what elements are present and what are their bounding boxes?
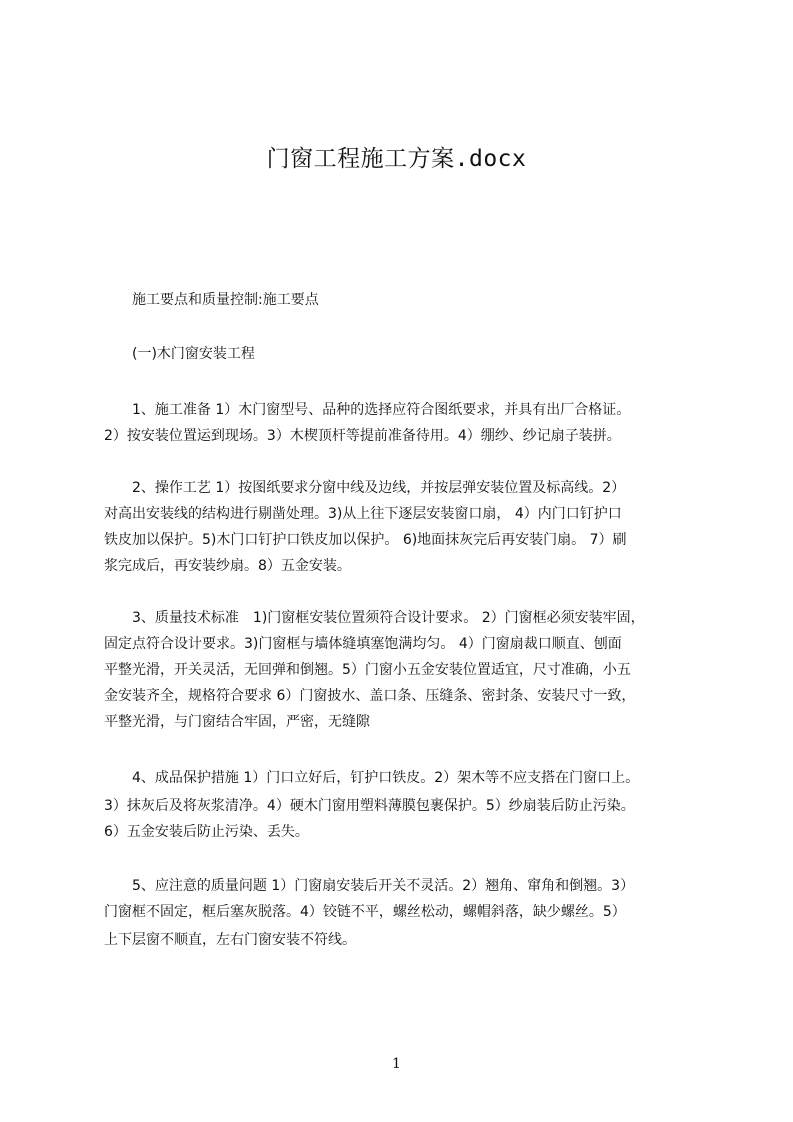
paragraph-line: 施工要点和质量控制:施工要点 (104, 292, 319, 308)
paragraph-line: (一)木门窗安装工程 (104, 346, 255, 362)
paragraph-line: 6）五金安装后防止污染、丢失。 (104, 824, 309, 840)
paragraph-line: 4、成品保护措施 1）门口立好后，钉护口铁皮。2）架木等不应支搭在门窗口上。 (104, 770, 640, 786)
paragraph-line: 固定点符合设计要求。3)门窗框与墙体缝填塞饱满均匀。 4）门窗扇裁口顺直、刨面 (104, 636, 622, 652)
paragraph-line: 3、质量技术标准 1)门窗框安装位置须符合设计要求。 2）门窗框必须安装牢固， (104, 610, 645, 626)
paragraph-line: 金安装齐全，规格符合要求 6）门窗披水、盖口条、压缝条、密封条、安装尺寸一致， (104, 688, 636, 704)
paragraph-line: 2）按安装位置运到现场。3）木楔顶杆等提前准备待用。4）绷纱、纱记扇子装拼。 (104, 428, 621, 444)
paragraph-line: 1、施工准备 1）木门窗型号、品种的选择应符合图纸要求，并具有出厂合格证。 (104, 402, 631, 418)
page-number: 1 (392, 1056, 401, 1072)
paragraph-line: 5、应注意的质量问题 1）门窗扇安装后开关不灵活。2）翘角、窜角和倒翘。3） (104, 878, 635, 894)
paragraph-line: 3）抹灰后及将灰浆清净。4）硬木门窗用塑料薄膜包裹保护。5）纱扇装后防止污染。 (104, 798, 635, 814)
paragraph-line: 浆完成后，再安装纱扇。8）五金安装。 (104, 558, 351, 574)
paragraph-line: 铁皮加以保护。5)木门口钉护口铁皮加以保护。 6)地面抹灰完后再安装门扇。 7）刷 (104, 532, 627, 548)
paragraph-line: 2、操作工艺 1）按图纸要求分窗中线及边线，并按层弹安装位置及标高线。2） (104, 480, 626, 496)
paragraph-line: 平整光滑，开关灵活，无回弹和倒翘。5）门窗小五金安装位置适宜，尺寸准确，小五 (104, 662, 631, 678)
paragraph-line: 平整光滑，与门窗结合牢固，严密，无缝隙 (104, 714, 370, 730)
paragraph-line: 上下层窗不顺直，左右门窗安装不符线。 (104, 932, 356, 948)
paragraph-line: 对高出安装线的结构进行剔凿处理。3)从上往下逐层安装窗口扇， 4）内门口钉护口 (104, 506, 622, 522)
document-title: 门窗工程施工方案.docx (266, 146, 527, 172)
paragraph-line: 门窗框不固定，框后塞灰脱落。4）铰链不平，螺丝松动，螺帽斜落，缺少螺丝。5） (104, 904, 626, 920)
